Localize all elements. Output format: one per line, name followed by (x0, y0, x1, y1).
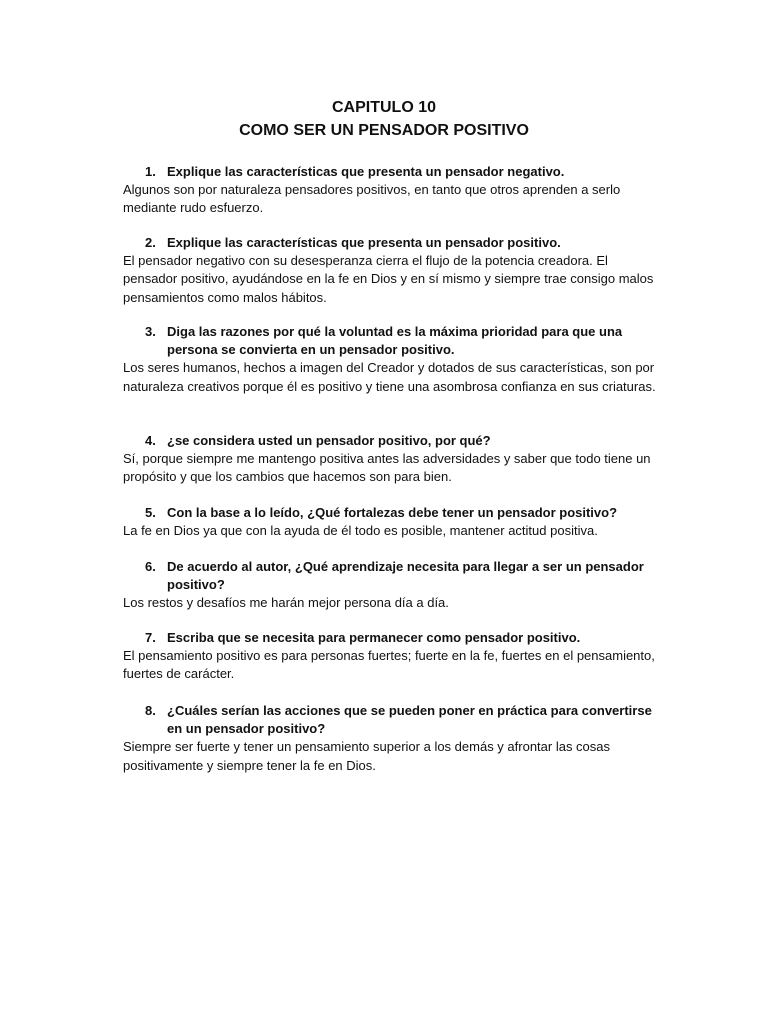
chapter-heading: CAPITULO 10 (331, 99, 436, 116)
question (145, 234, 663, 252)
answer-text: Los restos y desafíos me harán mejor persona día a día. (123, 595, 449, 611)
qa-item-3 (123, 323, 663, 396)
answer-text: Los seres humanos, hechos a imagen del Creador y dotados de sus características, son por naturaleza creativos porque él es positivo y tiene una asombrosa confianza en sus criaturas. (123, 360, 656, 394)
question-number: 2. (145, 235, 156, 250)
question-text: De acuerdo al autor, ¿Qué aprendizaje necesita para llegar a ser un pensador positivo? (167, 559, 644, 593)
question-text: ¿Cuáles serían las acciones que se pueden poner en práctica para convertirse en un pensador positivo? (167, 703, 652, 737)
qa-item-5 (123, 504, 663, 540)
question-number: 5. (145, 505, 156, 520)
qa-item-8 (123, 702, 663, 775)
question (145, 163, 663, 181)
answer-text: Algunos son por naturaleza pensadores positivos, en tanto que otros aprenden a serlo mediante rudo esfuerzo. (123, 182, 621, 216)
question-text: ¿se considera usted un pensador positivo, por qué? (167, 433, 491, 448)
answer-text: Sí, porque siempre me mantengo positiva antes las adversidades y saber que todo tiene un propósito y que los cambios que hacemos son para bien. (123, 451, 651, 485)
question (145, 702, 663, 738)
title-block (0, 96, 768, 142)
question-number: 8. (145, 703, 156, 718)
question-text: Diga las razones por qué la voluntad es la máxima prioridad para que una persona se convierta en un pensador positivo. (167, 324, 623, 358)
qa-item-2 (123, 234, 663, 307)
qa-item-1 (123, 163, 663, 218)
qa-item-7 (123, 629, 663, 684)
page-title: COMO SER UN PENSADOR POSITIVO (239, 122, 529, 139)
answer-text: La fe en Dios ya que con la ayuda de él todo es posible, mantener actitud positiva. (123, 523, 598, 539)
question (145, 504, 663, 522)
question (145, 432, 663, 450)
qa-item-4 (123, 432, 663, 487)
qa-item-6 (123, 558, 663, 613)
answer-text: El pensador negativo con su desesperanza cierra el flujo de la potencia creadora. El pensador positivo, ayudándose en la fe en Dios y en sí mismo y siempre trae consigo malos pensamientos como malos hábitos. (123, 253, 654, 305)
question-number: 4. (145, 433, 156, 448)
question-number: 6. (145, 559, 156, 574)
question-text: Explique las características que presenta un pensador negativo. (167, 164, 565, 179)
answer-text: El pensamiento positivo es para personas fuertes; fuerte en la fe, fuertes en el pensamiento, fuertes de carácter. (123, 648, 655, 682)
answer-text: Siempre ser fuerte y tener un pensamiento superior a los demás y afrontar las cosas positivamente y siempre tener la fe en Dios. (123, 739, 611, 773)
question (145, 323, 663, 359)
question-number: 7. (145, 630, 156, 645)
question-text: Explique las características que presenta un pensador positivo. (167, 235, 561, 250)
question (145, 558, 663, 594)
question-text: Escriba que se necesita para permanecer como pensador positivo. (167, 630, 581, 645)
question-number: 3. (145, 324, 156, 339)
question (145, 629, 663, 647)
question-text: Con la base a lo leído, ¿Qué fortalezas debe tener un pensador positivo? (167, 505, 618, 520)
question-number: 1. (145, 164, 156, 179)
